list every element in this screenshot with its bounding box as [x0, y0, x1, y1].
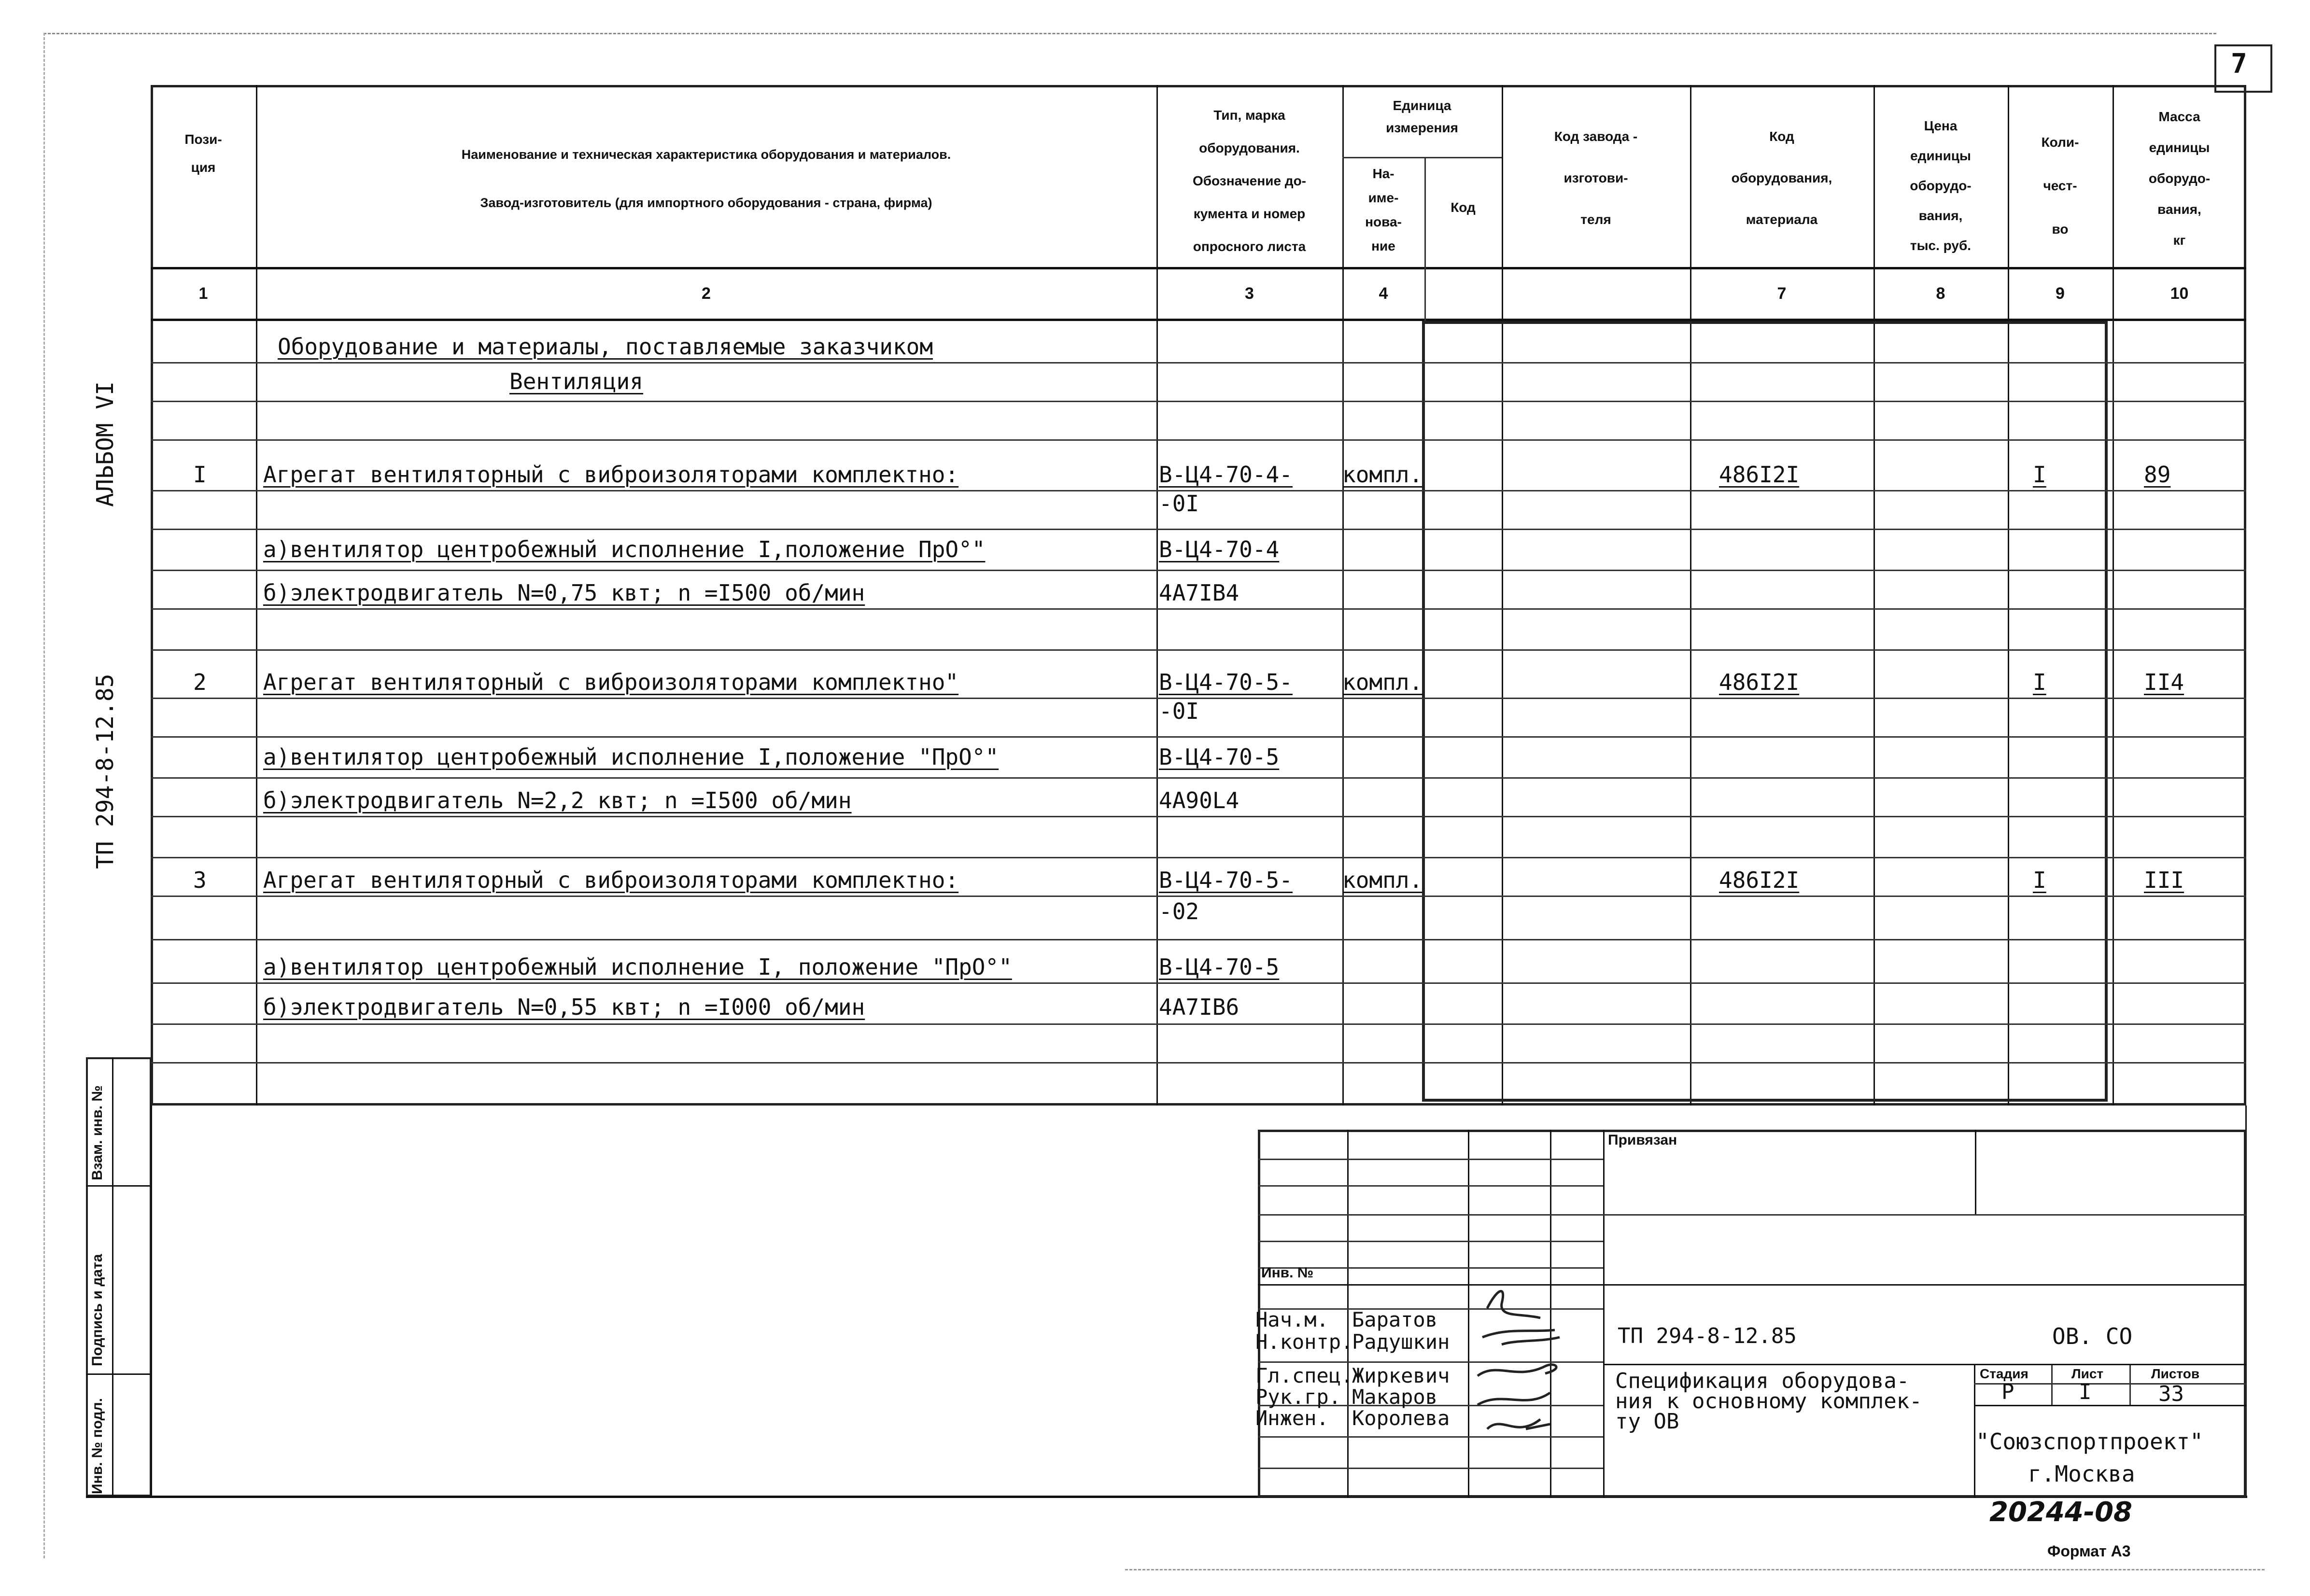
page-number: 7: [2231, 48, 2247, 80]
hdr-price-3: оборудо-: [1910, 178, 1972, 193]
side-code: ТП 294-8-12.85: [92, 673, 119, 869]
hdr-type-5: опросного листа: [1193, 239, 1306, 254]
row-3a-type: В-Ц4-70-5: [1159, 954, 1280, 980]
hdr-unit-name-1: На-: [1372, 166, 1394, 181]
row-1b-type: -0I: [1159, 490, 1199, 517]
row-2c-name: б)электродвигатель N=2,2 квт; n =I500 об/мин: [263, 787, 852, 813]
subsection-title: Вентиляция: [509, 368, 643, 394]
role-1: Нач.м.: [1255, 1308, 1329, 1331]
row-3-name: Агрегат вентиляторный с виброизоляторами комплектно:: [263, 867, 959, 893]
row-1-mass: 89: [2144, 462, 2171, 488]
name-5: Королева: [1352, 1406, 1450, 1430]
row-2b-type: -0I: [1159, 698, 1199, 724]
row-3a-name: а)вентилятор центробежный исполнение I, положение "ПрО°": [263, 954, 1012, 980]
row-1c-type: 4А7IВ4: [1159, 580, 1240, 606]
doc-title-2: ния к основному комплек-: [1615, 1389, 1922, 1414]
hdr-mass-3: оборудо-: [2148, 171, 2211, 186]
format-label: Формат А3: [2047, 1542, 2131, 1560]
hdr-qty: [2008, 121, 2113, 251]
colnum-3: 3: [1245, 284, 1254, 303]
hdr-mass-1: Масса: [2158, 109, 2200, 124]
stamp-podpis: Подпись и дата: [89, 1254, 105, 1366]
stage-label: Стадия: [1980, 1366, 2028, 1381]
hdr-pos: [151, 126, 256, 182]
hdr-mass-2: единицы: [2149, 140, 2210, 155]
side-album: АЛЬБОМ VI: [92, 381, 119, 507]
doc-title-1: Спецификация оборудова-: [1615, 1369, 1910, 1393]
hdr-factory-2: изготови-: [1563, 170, 1628, 185]
hdr-code-3: материала: [1746, 212, 1818, 227]
section-title: Оборудование и материалы, поставляемые заказчиком: [278, 334, 933, 360]
hdr-pos-1: Пози-: [184, 132, 222, 147]
hdr-unit: [1342, 95, 1502, 139]
inventory-number: 20244-08: [1989, 1497, 2132, 1528]
row-2-name: Агрегат вентиляторный с виброизоляторами комплектно": [263, 669, 959, 695]
hdr-unit-name-4: ние: [1371, 238, 1395, 253]
hdr-price: [1873, 111, 2008, 261]
hdr-type-2: оборудования.: [1199, 140, 1300, 155]
row-1-type: В-Ц4-70-4-: [1159, 462, 1293, 488]
hdr-code-1: Код: [1769, 129, 1794, 144]
row-3-type: В-Ц4-70-5-: [1159, 867, 1293, 893]
hdr-qty-3: во: [2052, 222, 2069, 237]
sheets-label: Листов: [2151, 1366, 2200, 1381]
hdr-unit-code: Код: [1451, 200, 1476, 215]
row-3-pos: 3: [193, 867, 207, 893]
row-2a-name: а)вентилятор центробежный исполнение I,положение "ПрО°": [263, 744, 999, 770]
row-3c-type: 4А7IВ6: [1159, 994, 1240, 1020]
signatures: [1468, 1284, 1579, 1443]
hdr-name: [256, 130, 1156, 227]
hdr-type-1: Тип, марка: [1213, 108, 1285, 123]
sheet-value: I: [2079, 1380, 2092, 1404]
row-1-name: Агрегат вентиляторный с виброизоляторами комплектно:: [263, 462, 959, 488]
row-2-code: 486I2I: [1719, 669, 1800, 695]
hdr-qty-2: чест-: [2043, 178, 2077, 193]
doc-mark: ОВ. СО: [2052, 1323, 2133, 1349]
hdr-qty-1: Коли-: [2041, 135, 2079, 150]
hdr-factory: [1502, 116, 1690, 240]
row-3b-type: -02: [1159, 898, 1199, 924]
hdr-unit-name-3: нова-: [1365, 214, 1402, 229]
doc-code: ТП 294-8-12.85: [1618, 1324, 1797, 1348]
hdr-code-2: оборудования,: [1731, 170, 1832, 185]
hdr-price-4: вания,: [1918, 208, 1963, 223]
hdr-name-1: Наименование и техническая характеристика оборудования и материалов.: [461, 147, 951, 162]
colnum-8: 8: [1936, 284, 1945, 303]
org-1: "Союзспортпроект": [1976, 1428, 2203, 1455]
hdr-price-1: Цена: [1924, 118, 1958, 133]
colnum-7: 7: [1777, 284, 1787, 303]
row-2-qty: I: [2033, 669, 2046, 695]
hdr-price-5: тыс. руб.: [1910, 238, 1972, 253]
stage-value: Р: [2001, 1380, 2014, 1404]
hdr-unit-1: Единица: [1393, 98, 1451, 113]
sheets-value: 33: [2158, 1382, 2184, 1406]
hdr-mass: [2113, 101, 2246, 256]
hdr-type-3: Обозначение до-: [1192, 173, 1307, 188]
hdr-unit-name-2: име-: [1368, 190, 1399, 205]
inv-label: Инв. №: [1261, 1265, 1314, 1281]
colnum-4: 4: [1379, 284, 1388, 303]
row-3-code: 486I2I: [1719, 867, 1800, 893]
doc-title-3: ту ОВ: [1615, 1409, 1679, 1434]
hdr-pos-2: ция: [191, 160, 216, 175]
hdr-mass-5: кг: [2173, 233, 2186, 248]
row-2-unit: компл.: [1342, 669, 1423, 695]
colnum-9: 9: [2056, 284, 2065, 303]
role-4: Рук.гр.: [1255, 1385, 1341, 1409]
colnum-10: 10: [2170, 284, 2189, 303]
row-1-qty: I: [2033, 462, 2046, 488]
role-2: Н.контр.: [1255, 1330, 1353, 1354]
row-1-pos: I: [193, 462, 207, 488]
hdr-mass-4: вания,: [2157, 202, 2201, 217]
bottom-border: [1125, 1569, 2265, 1570]
hdr-price-2: единицы: [1910, 148, 1971, 163]
row-1-unit: компл.: [1342, 462, 1423, 488]
row-2-type: В-Ц4-70-5-: [1159, 669, 1293, 695]
role-3: Гл.спец.: [1255, 1364, 1353, 1387]
stamp-vzam: Взам. инв. №: [89, 1085, 105, 1180]
top-border: [43, 33, 2216, 34]
hdr-unit-2: измерения: [1386, 120, 1458, 135]
privyazan: Привязан: [1608, 1132, 1677, 1148]
hdr-factory-3: теля: [1580, 212, 1611, 227]
row-2c-type: 4А90L4: [1159, 787, 1240, 813]
sheet-label: Лист: [2071, 1366, 2104, 1381]
row-1-code: 486I2I: [1719, 462, 1800, 488]
row-3c-name: б)электродвигатель N=0,55 квт; n =I000 об/мин: [263, 994, 865, 1020]
row-2-mass: II4: [2144, 669, 2184, 695]
role-5: Инжен.: [1255, 1406, 1329, 1430]
row-3-qty: I: [2033, 867, 2046, 893]
body-box: [1422, 321, 2108, 1102]
name-4: Макаров: [1352, 1385, 1438, 1409]
stamp-inv-podl: Инв. № подл.: [89, 1398, 105, 1494]
colnum-2: 2: [702, 284, 711, 303]
hdr-unit-name: [1342, 162, 1424, 258]
hdr-type-4: кумента и номер: [1193, 206, 1306, 221]
row-1c-name: б)электродвигатель N=0,75 квт; n =I500 об/мин: [263, 580, 865, 606]
row-1a-name: а)вентилятор центробежный исполнение I,положение ПрО°": [263, 536, 986, 562]
name-2: Радушкин: [1352, 1330, 1450, 1354]
hdr-type: [1156, 99, 1342, 263]
name-3: Жиркевич: [1352, 1364, 1450, 1387]
row-1a-type: В-Ц4-70-4: [1159, 536, 1280, 562]
hdr-code: [1690, 116, 1873, 240]
row-3-mass: III: [2144, 867, 2184, 893]
org-2: г.Москва: [2028, 1461, 2135, 1487]
hdr-name-2: Завод-изготовитель (для импортного оборудования - страна, фирма): [480, 196, 932, 210]
hdr-factory-1: Код завода -: [1554, 129, 1638, 144]
name-1: Баратов: [1352, 1308, 1438, 1331]
colnum-1: 1: [198, 284, 208, 303]
left-border: [43, 33, 45, 1558]
row-2a-type: В-Ц4-70-5: [1159, 744, 1280, 770]
row-3-unit: компл.: [1342, 867, 1423, 893]
row-2-pos: 2: [193, 669, 207, 695]
